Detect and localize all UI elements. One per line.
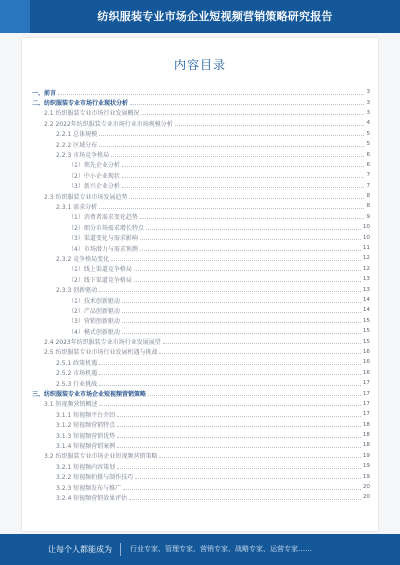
toc-entry-title: 3.1 短视频营销概述 xyxy=(44,401,98,409)
toc-leader-dots xyxy=(122,302,361,303)
toc-entry-page: 17 xyxy=(362,380,370,387)
toc-leader-dots xyxy=(117,468,361,469)
report-title: 纺织服装专业市场企业短视频营销策略研究报告 xyxy=(97,10,333,23)
toc-entry[interactable] xyxy=(32,471,370,481)
toc-entry-title: （1）消费者需求变化趋势 xyxy=(68,214,138,222)
toc-entry[interactable] xyxy=(32,87,370,97)
toc-entry-page: 5 xyxy=(366,141,370,148)
toc-leader-dots xyxy=(129,499,361,500)
toc-leader-dots xyxy=(135,478,361,479)
toc-entry-page: 18 xyxy=(362,442,370,449)
toc-entry-page: 3 xyxy=(366,99,370,106)
toc-leader-dots xyxy=(99,291,361,292)
toc-leader-dots xyxy=(111,260,361,261)
toc-entry-title: （2）细分市场需求增长特点 xyxy=(68,224,144,232)
toc-entry[interactable] xyxy=(32,461,370,471)
toc-entry-title: 3.2.4 短视频营销效果评估 xyxy=(56,494,128,502)
toc-entry-title: 2.2.1 总体规模 xyxy=(56,131,98,139)
toc-entry-page: 17 xyxy=(362,390,370,397)
toc-leader-dots xyxy=(111,156,364,157)
toc-entry-title: 二、纺织服装专业市场行业现状分析 xyxy=(32,100,129,108)
toc-entry[interactable] xyxy=(32,409,370,419)
toc-entry[interactable] xyxy=(32,232,370,242)
toc-entry[interactable] xyxy=(32,274,370,284)
toc-entry[interactable] xyxy=(32,170,370,180)
toc-entry-page: 19 xyxy=(362,452,370,459)
toc-entry[interactable] xyxy=(32,149,370,159)
toc-entry-title: （2）产品创新驱动 xyxy=(68,307,120,315)
toc-entry-page: 12 xyxy=(362,265,370,272)
toc-entry-title: 2.2.2 区域分布 xyxy=(56,141,98,149)
toc-entry-title: （1）技术创新驱动 xyxy=(68,297,120,305)
toc-heading: 内容目录 xyxy=(173,58,226,72)
toc-entry-title: 2.4 2023年纺织服装专业市场行业发展展望 xyxy=(44,339,161,347)
toc-entry-page: 7 xyxy=(366,182,370,189)
toc-entry[interactable] xyxy=(32,316,370,326)
toc-entry-title: 3.1.2 短视频营销特点 xyxy=(56,422,116,430)
toc-entry[interactable] xyxy=(32,399,370,409)
toc-entry-title: 一、前言 xyxy=(32,89,57,97)
toc-leader-dots xyxy=(134,281,361,282)
toc-entry-title: 2.5.3 行业挑战 xyxy=(56,380,98,388)
toc-leader-dots xyxy=(123,489,361,490)
toc-entry[interactable] xyxy=(32,222,370,232)
toc-leader-dots xyxy=(140,239,361,240)
toc-leader-dots xyxy=(117,416,361,417)
toc-leader-dots xyxy=(148,395,361,396)
toc-leader-dots xyxy=(140,250,361,251)
toc-entry-page: 15 xyxy=(362,338,370,345)
toc-entry[interactable] xyxy=(32,139,370,149)
footer-tagline: 行业专家、管理专家、营销专家、战略专家、运营专家…… xyxy=(130,545,312,553)
toc-entry-title: （2）线下渠道竞争格局 xyxy=(68,276,132,284)
toc-entry-page: 16 xyxy=(362,369,370,376)
toc-entry-title: （4）模式创新驱动 xyxy=(68,328,120,336)
toc-entry-page: 17 xyxy=(362,400,370,407)
toc-entry-page: 20 xyxy=(362,484,370,491)
toc-leader-dots xyxy=(122,166,365,167)
toc-entry-page: 19 xyxy=(362,463,370,470)
toc-entry[interactable] xyxy=(32,388,370,398)
toc-entry-page: 19 xyxy=(362,473,370,480)
toc-leader-dots xyxy=(159,353,360,354)
toc-leader-dots xyxy=(141,114,364,115)
page-footer xyxy=(0,534,400,565)
toc-leader-dots xyxy=(117,437,361,438)
toc-entry[interactable] xyxy=(32,108,370,118)
toc-leader-dots xyxy=(99,364,361,365)
toc-entry[interactable] xyxy=(32,378,370,388)
toc-entry[interactable] xyxy=(32,212,370,222)
toc-leader-dots xyxy=(99,208,364,209)
table-of-contents xyxy=(32,87,370,503)
toc-leader-dots xyxy=(99,385,361,386)
toc-leader-dots xyxy=(159,457,360,458)
toc-leader-dots xyxy=(130,104,364,105)
toc-entry-page: 18 xyxy=(362,432,370,439)
toc-entry-title: 3.1.3 短视频营销优势 xyxy=(56,432,116,440)
toc-entry-title: 2.5 纺织服装专业市场行业发展机遇与挑战 xyxy=(44,349,158,357)
toc-entry[interactable] xyxy=(32,482,370,492)
toc-entry-title: 2.1 纺织服装专业市场行业发展概况 xyxy=(44,110,140,118)
toc-entry-title: （1）领先企业分析 xyxy=(68,162,120,170)
toc-entry-page: 11 xyxy=(362,245,370,252)
toc-entry-page: 3 xyxy=(366,109,370,116)
toc-entry[interactable] xyxy=(32,201,370,211)
toc-entry-title: 2.3.1 需求分析 xyxy=(56,203,98,211)
toc-entry[interactable] xyxy=(32,305,370,315)
toc-entry[interactable] xyxy=(32,451,370,461)
toc-entry-title: 3.2 纺织服装专业市场企业短视频营销策略 xyxy=(44,453,158,461)
toc-leader-dots xyxy=(58,94,364,95)
toc-entry[interactable] xyxy=(32,253,370,263)
toc-leader-dots xyxy=(99,374,361,375)
toc-entry-title: 2.5.2 市场机遇 xyxy=(56,370,98,378)
toc-entry[interactable] xyxy=(32,420,370,430)
toc-leader-dots xyxy=(122,177,365,178)
toc-entry[interactable] xyxy=(32,97,370,107)
toc-entry-page: 10 xyxy=(362,224,370,231)
toc-entry-page: 20 xyxy=(362,494,370,501)
toc-leader-dots xyxy=(175,125,365,126)
toc-entry-page: 17 xyxy=(362,411,370,418)
toc-entry-page: 10 xyxy=(362,234,370,241)
toc-leader-dots xyxy=(117,426,361,427)
toc-entry-page: 5 xyxy=(366,130,370,137)
toc-entry[interactable] xyxy=(32,440,370,450)
toc-entry[interactable] xyxy=(32,129,370,139)
toc-leader-dots xyxy=(99,405,360,406)
toc-entry-page: 14 xyxy=(362,297,370,303)
toc-entry-title: 3.2.3 短视频发布与推广 xyxy=(56,484,122,492)
toc-entry-page: 8 xyxy=(366,193,370,200)
toc-leader-dots xyxy=(122,333,361,334)
toc-entry[interactable] xyxy=(32,430,370,440)
toc-entry[interactable] xyxy=(32,191,370,201)
toc-entry-page: 14 xyxy=(362,307,370,314)
toc-leader-dots xyxy=(134,270,361,271)
toc-entry-page: 6 xyxy=(366,161,370,168)
toc-entry[interactable] xyxy=(32,326,370,336)
toc-entry[interactable] xyxy=(32,118,370,128)
toc-entry-title: 3.2.1 短视频内容策划 xyxy=(56,463,116,471)
toc-entry-page: 13 xyxy=(362,276,370,283)
toc-entry-page: 16 xyxy=(362,348,370,355)
toc-entry[interactable] xyxy=(32,357,370,367)
toc-entry-page: 9 xyxy=(366,213,370,220)
toc-entry[interactable] xyxy=(32,492,370,502)
toc-entry-title: 3.1.4 短视频营销案例 xyxy=(56,442,116,450)
toc-entry-page: 4 xyxy=(366,120,370,127)
toc-entry-title: 2.2.3 市场竞争格局 xyxy=(56,152,110,160)
toc-entry[interactable] xyxy=(32,295,370,305)
toc-leader-dots xyxy=(163,343,361,344)
toc-entry[interactable] xyxy=(32,336,370,346)
footer-slogan: 让每个人都能成为 xyxy=(48,545,112,554)
toc-leader-dots xyxy=(140,218,365,219)
toc-entry-title: （3）渠道变化与需求影响 xyxy=(68,235,138,243)
header-accent-stripe xyxy=(0,0,30,33)
toc-entry-title: 2.3.2 竞争格局变化 xyxy=(56,255,110,263)
toc-entry-title: 3.2.2 短视频拍摄与制作技巧 xyxy=(56,474,134,482)
toc-entry-page: 3 xyxy=(366,89,370,96)
toc-entry-title: （3）新兴企业分析 xyxy=(68,183,120,191)
toc-entry[interactable] xyxy=(32,347,370,357)
toc-leader-dots xyxy=(99,146,364,147)
toc-entry-page: 18 xyxy=(362,421,370,428)
toc-entry-page: 15 xyxy=(362,317,370,324)
toc-entry-page: 13 xyxy=(362,286,370,293)
toc-leader-dots xyxy=(117,447,361,448)
toc-entry-title: （1）线上渠道竞争格局 xyxy=(68,266,132,274)
toc-leader-dots xyxy=(129,198,364,199)
toc-entry-title: （3）营销创新驱动 xyxy=(68,318,120,326)
toc-entry[interactable] xyxy=(32,181,370,191)
toc-entry[interactable] xyxy=(32,284,370,294)
toc-entry-page: 8 xyxy=(366,203,370,210)
toc-entry-title: 三、纺织服装专业市场企业短视频营销策略 xyxy=(32,391,147,399)
toc-leader-dots xyxy=(146,229,361,230)
toc-entry-title: 2.2 2022年纺织服装专业市场行业市场规模分析 xyxy=(44,120,173,128)
toc-entry[interactable] xyxy=(32,368,370,378)
toc-entry-page: 6 xyxy=(366,151,370,158)
toc-leader-dots xyxy=(122,312,361,313)
report-header xyxy=(0,0,400,33)
toc-leader-dots xyxy=(122,322,361,323)
toc-entry[interactable] xyxy=(32,264,370,274)
toc-entry-page: 16 xyxy=(362,359,370,366)
toc-entry[interactable] xyxy=(32,160,370,170)
toc-leader-dots xyxy=(99,135,364,136)
toc-entry-title: 3.1.1 短视频平台介绍 xyxy=(56,411,116,419)
toc-leader-dots xyxy=(122,187,365,188)
toc-entry-title: （2）中小企业现状 xyxy=(68,172,120,180)
toc-entry-title: 2.3.3 创新驱动 xyxy=(56,287,98,295)
toc-entry-page: 7 xyxy=(366,172,370,179)
document-page xyxy=(22,38,378,531)
toc-entry-title: 2.3 纺织服装专业市场发展趋势 xyxy=(44,193,128,201)
footer-divider xyxy=(120,543,121,556)
toc-entry-page: 15 xyxy=(362,328,370,335)
toc-entry-title: （4）市场潜力与需求预测 xyxy=(68,245,138,253)
toc-entry-page: 12 xyxy=(362,255,370,262)
toc-entry-title: 2.5.1 政策机遇 xyxy=(56,359,98,367)
toc-entry[interactable] xyxy=(32,243,370,253)
